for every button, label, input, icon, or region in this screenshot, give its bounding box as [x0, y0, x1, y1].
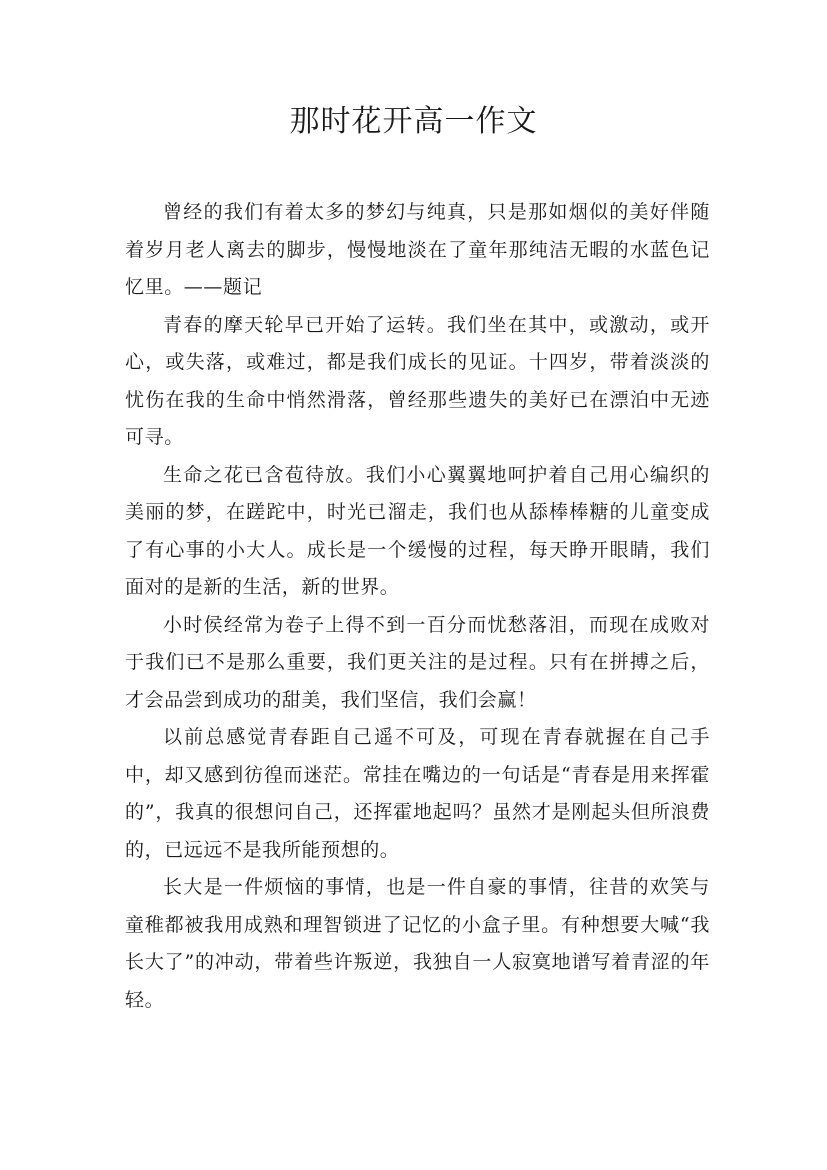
paragraph-epigraph: 曾经的我们有着太多的梦幻与纯真，只是那如烟似的美好伴随着岁月老人离去的脚步，慢慢地淡在了童年那纯洁无暇的水蓝色记忆里。——题记 — [125, 201, 710, 298]
paragraph: 生命之花已含苞待放。我们小心翼翼地呵护着自己用心编织的美丽的梦，在蹉跎中，时光已溜走，我们也从舔棒棒糖的儿童变成了有心事的小大人。成长是一个缓慢的过程，每天睁开眼睛，我们面对的是新的生活，新的世界。 — [125, 463, 710, 598]
paragraph: 青春的摩天轮早已开始了运转。我们坐在其中，或激动，或开心，或失落，或难过，都是我们成长的见证。十四岁，带着淡淡的忧伤在我的生命中悄然滑落，曾经那些遗失的美好已在漂泊中无迹可寻。 — [125, 313, 710, 448]
paragraph: 以前总感觉青春距自己遥不可及，可现在青春就握在自己手中，却又感到彷徨而迷茫。常挂在嘴边的一句话是“青春是用来挥霍的”，我真的很想问自己，还挥霍地起吗？虽然才是刚起头但所浪费的，已远远不是我所能预想的。 — [125, 726, 710, 861]
document-title: 那时花开高一作文 — [289, 104, 538, 139]
document-body — [125, 194, 710, 1019]
paragraph: 长大是一件烦恼的事情，也是一件自豪的事情，往昔的欢笑与童稚都被我用成熟和理智锁进了记忆的小盒子里。有种想要大喊“我长大了”的冲动，带着些许叛逆，我独自一人寂寞地谱写着青涩的年轻。 — [125, 876, 710, 1011]
paragraph: 小时侯经常为卷子上得不到一百分而忧愁落泪，而现在成败对于我们已不是那么重要，我们更关注的是过程。只有在拼搏之后，才会品尝到成功的甜美，我们坚信，我们会赢！ — [125, 613, 710, 711]
